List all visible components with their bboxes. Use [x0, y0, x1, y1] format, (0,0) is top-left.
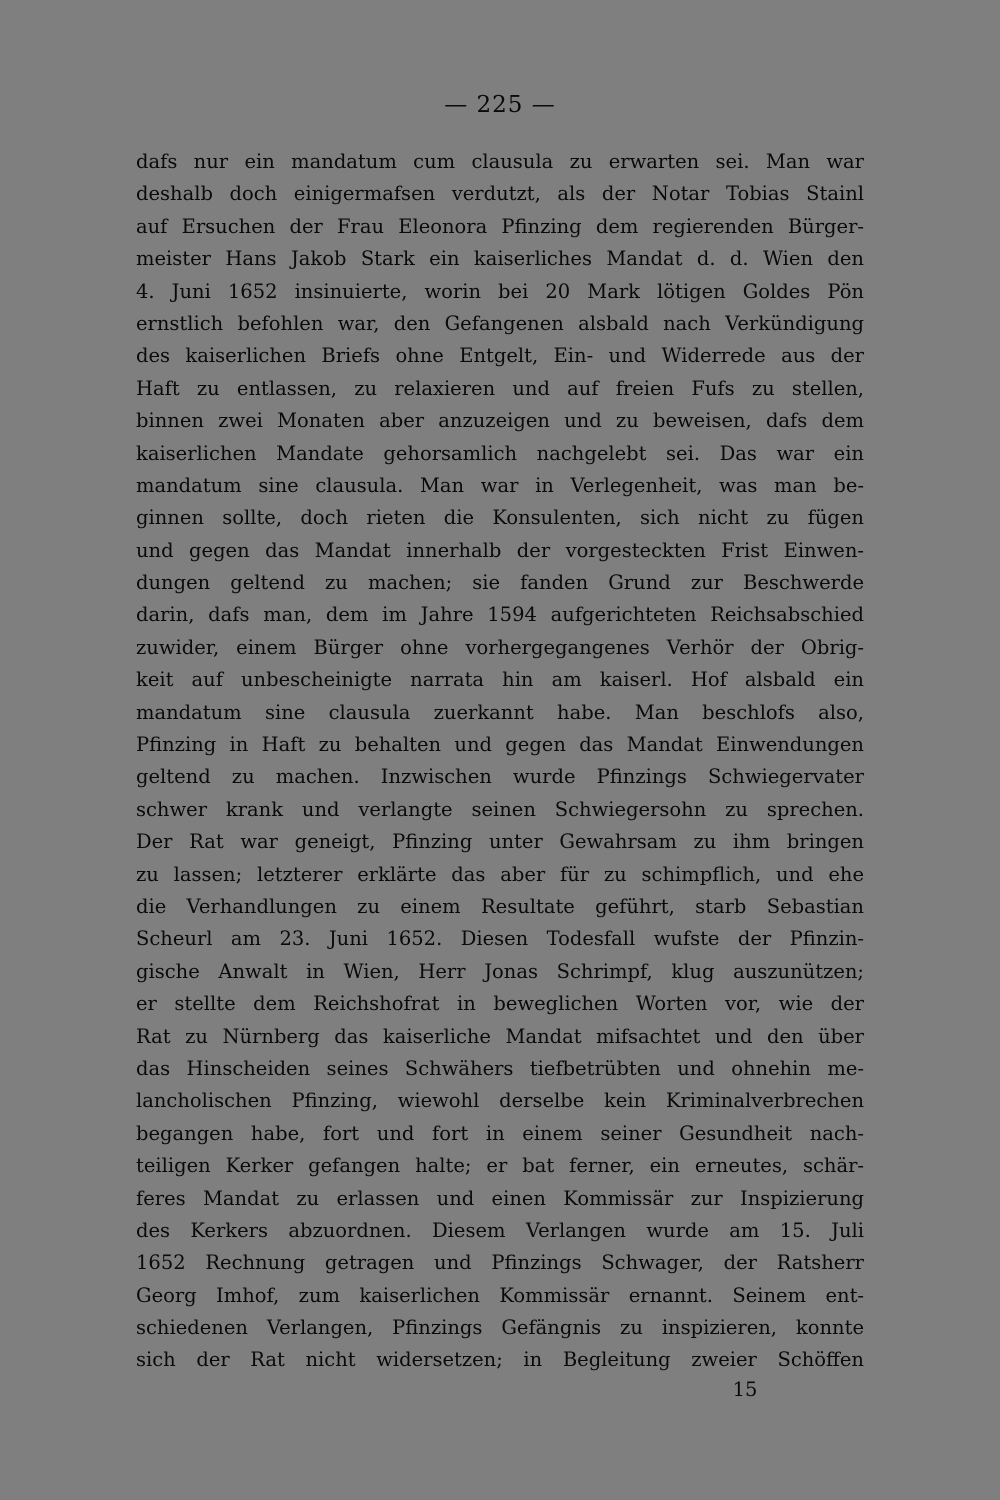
text-line: darin, dafs man, dem im Jahre 1594 aufgerichteten Reichsabschied — [136, 603, 864, 627]
text-line: binnen zwei Monaten aber anzuzeigen und zu beweisen, dafs dem — [136, 409, 864, 433]
text-line: sich der Rat nicht widersetzen; in Begleitung zweier Schöffen — [136, 1348, 864, 1372]
text-line: mandatum sine clausula zuerkannt habe. Man beschlofs also, — [136, 700, 864, 724]
text-line: schwer krank und verlangte seinen Schwiegersohn zu sprechen. — [136, 797, 864, 821]
body-text — [136, 146, 864, 1377]
text-line: auf Ersuchen der Frau Eleonora Pfinzing dem regierenden Bürger- — [136, 214, 864, 238]
text-line: Haft zu entlassen, zu relaxieren und auf freien Fufs zu stellen, — [136, 376, 864, 400]
text-line: mandatum sine clausula. Man war in Verlegenheit, was man be- — [136, 473, 864, 497]
text-line: das Hinscheiden seines Schwähers tiefbetrübten und ohnehin me- — [136, 1056, 864, 1080]
text-line: dafs nur ein mandatum cum clausula zu erwarten sei. Man war — [136, 150, 864, 173]
text-line: Der Rat war geneigt, Pfinzing unter Gewahrsam zu ihm bringen — [136, 830, 864, 854]
text-line: ernstlich befohlen war, den Gefangenen alsbald nach Verkündigung — [136, 311, 864, 335]
page-number-header: — 225 — — [444, 92, 556, 118]
text-line: meister Hans Jakob Stark ein kaiserliches Mandat d. d. Wien den — [136, 247, 864, 271]
text-line: des Kerkers abzuordnen. Diesem Verlangen wurde am 15. Juli — [136, 1218, 864, 1242]
text-line: Rat zu Nürnberg das kaiserliche Mandat mifsachtet und den über — [136, 1024, 864, 1048]
text-line: 4. Juni 1652 insinuierte, worin bei 20 Mark lötigen Goldes Pön — [136, 279, 864, 303]
text-line: lancholischen Pfinzing, wiewohl derselbe kein Kriminalverbrechen — [136, 1089, 864, 1113]
text-line: Pfinzing in Haft zu behalten und gegen das Mandat Einwendungen — [136, 733, 864, 757]
text-line: deshalb doch einigermafsen verdutzt, als der Notar Tobias Stainl — [136, 182, 864, 206]
text-line: dungen geltend zu machen; sie fanden Grund zur Beschwerde — [136, 571, 864, 595]
text-line: teiligen Kerker gefangen halte; er bat ferner, ein erneutes, schär- — [136, 1154, 864, 1178]
text-line: zu lassen; letzterer erklärte das aber für zu schimpflich, und ehe — [136, 862, 864, 886]
text-line: gische Anwalt in Wien, Herr Jonas Schrimpf, klug auszunützen; — [136, 959, 864, 983]
text-line: des kaiserlichen Briefs ohne Entgelt, Ein- und Widerrede aus der — [136, 344, 864, 368]
text-line: geltend zu machen. Inzwischen wurde Pfinzings Schwiegervater — [136, 765, 864, 789]
text-line: Georg Imhof, zum kaiserlichen Kommissär ernannt. Seinem ent- — [136, 1283, 864, 1307]
text-line: zuwider, einem Bürger ohne vorhergegangenes Verhör der Obrig- — [136, 635, 864, 659]
text-line: ginnen sollte, doch rieten die Konsulenten, sich nicht zu fügen — [136, 506, 864, 530]
text-line: die Verhandlungen zu einem Resultate geführt, starb Sebastian — [136, 894, 864, 918]
text-line: er stellte dem Reichshofrat in beweglichen Worten vor, wie der — [136, 992, 864, 1016]
text-line: kaiserlichen Mandate gehorsamlich nachgelebt sei. Das war ein — [136, 441, 864, 465]
text-line: und gegen das Mandat innerhalb der vorgesteckten Frist Einwen- — [136, 538, 864, 562]
text-line: feres Mandat zu erlassen und einen Kommissär zur Inspizierung — [136, 1186, 864, 1210]
text-line: begangen habe, fort und fort in einem seiner Gesundheit nach- — [136, 1121, 864, 1145]
text-line: keit auf unbescheinigte narrata hin am kaiserl. Hof alsbald ein — [136, 668, 864, 692]
signature-mark: 15 — [732, 1378, 758, 1401]
text-line: Scheurl am 23. Juni 1652. Diesen Todesfall wufste der Pfinzin- — [136, 927, 864, 951]
text-line: schiedenen Verlangen, Pfinzings Gefängnis zu inspizieren, konnte — [136, 1316, 864, 1340]
text-line: 1652 Rechnung getragen und Pfinzings Schwager, der Ratsherr — [136, 1251, 864, 1275]
